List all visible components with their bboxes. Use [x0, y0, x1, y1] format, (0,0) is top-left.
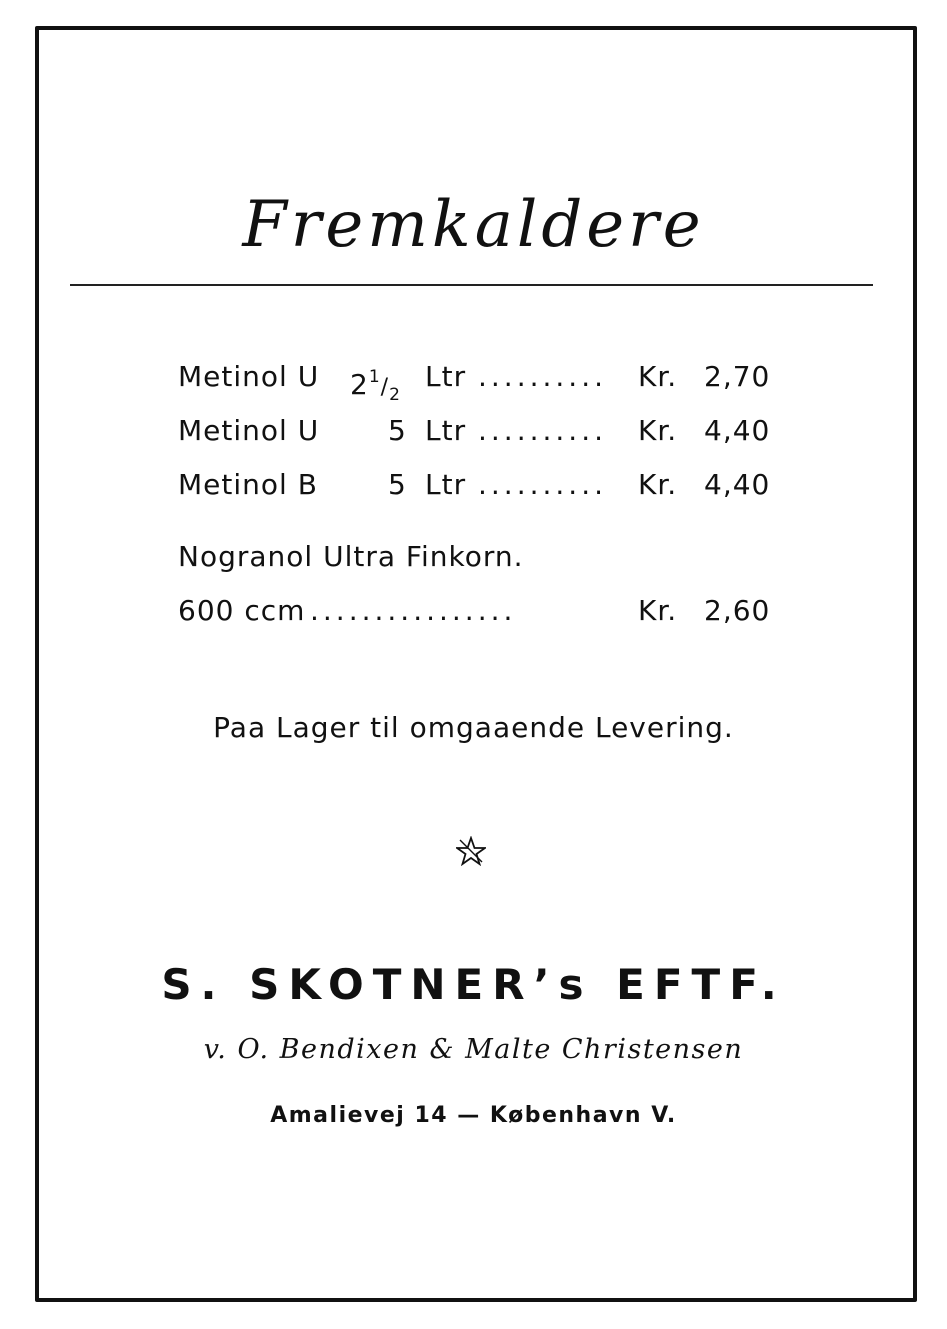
- product-unit: Ltr: [425, 468, 467, 501]
- leader-dots: ..........: [478, 360, 608, 393]
- star-icon: [456, 836, 486, 866]
- nogranol-product-name: Nogranol Ultra Finkorn.: [178, 540, 524, 573]
- fraction-numerator: 1: [368, 367, 381, 387]
- product-unit: Ltr: [425, 360, 467, 393]
- product-price: 2,60: [704, 594, 771, 627]
- product-price: 4,40: [704, 414, 771, 447]
- volume-whole: 2: [350, 368, 369, 401]
- price-row-metinol-b-5: [178, 460, 778, 510]
- page-title: Fremkaldere: [242, 188, 705, 262]
- product-price: 4,40: [704, 468, 771, 501]
- product-volume: $2^1/_2$: [350, 367, 401, 405]
- product-volume: 5: [388, 414, 407, 447]
- currency: Kr.: [638, 468, 678, 501]
- company-address: Amalievej 14 — København V.: [270, 1103, 677, 1128]
- stock-note: Paa Lager til omgaaende Levering.: [213, 711, 734, 744]
- currency: Kr.: [638, 594, 678, 627]
- company-owners: v. O. Bendixen & Malte Christensen: [203, 1034, 744, 1065]
- product-name: Metinol B: [178, 468, 318, 501]
- leader-dots: ..........: [478, 468, 608, 501]
- price-row-metinol-u-2-5: [178, 352, 778, 405]
- currency: Kr.: [638, 414, 678, 447]
- price-row-nogranol-600: [178, 586, 778, 636]
- product-unit: Ltr: [425, 414, 467, 447]
- product-volume: 5: [388, 468, 407, 501]
- currency: Kr.: [638, 360, 678, 393]
- leader-dots: ..........: [478, 414, 608, 447]
- product-price: 2,70: [704, 360, 771, 393]
- title-divider: [70, 284, 873, 286]
- leader-dots: ................: [310, 594, 517, 627]
- product-volume: 600 ccm: [178, 594, 306, 627]
- product-name: Metinol U: [178, 414, 320, 447]
- fraction-denominator: 2: [389, 385, 401, 405]
- company-name: S. SKOTNER’s EFTF.: [161, 960, 786, 1009]
- product-name: Metinol U: [178, 360, 320, 393]
- price-row-metinol-u-5: [178, 406, 778, 456]
